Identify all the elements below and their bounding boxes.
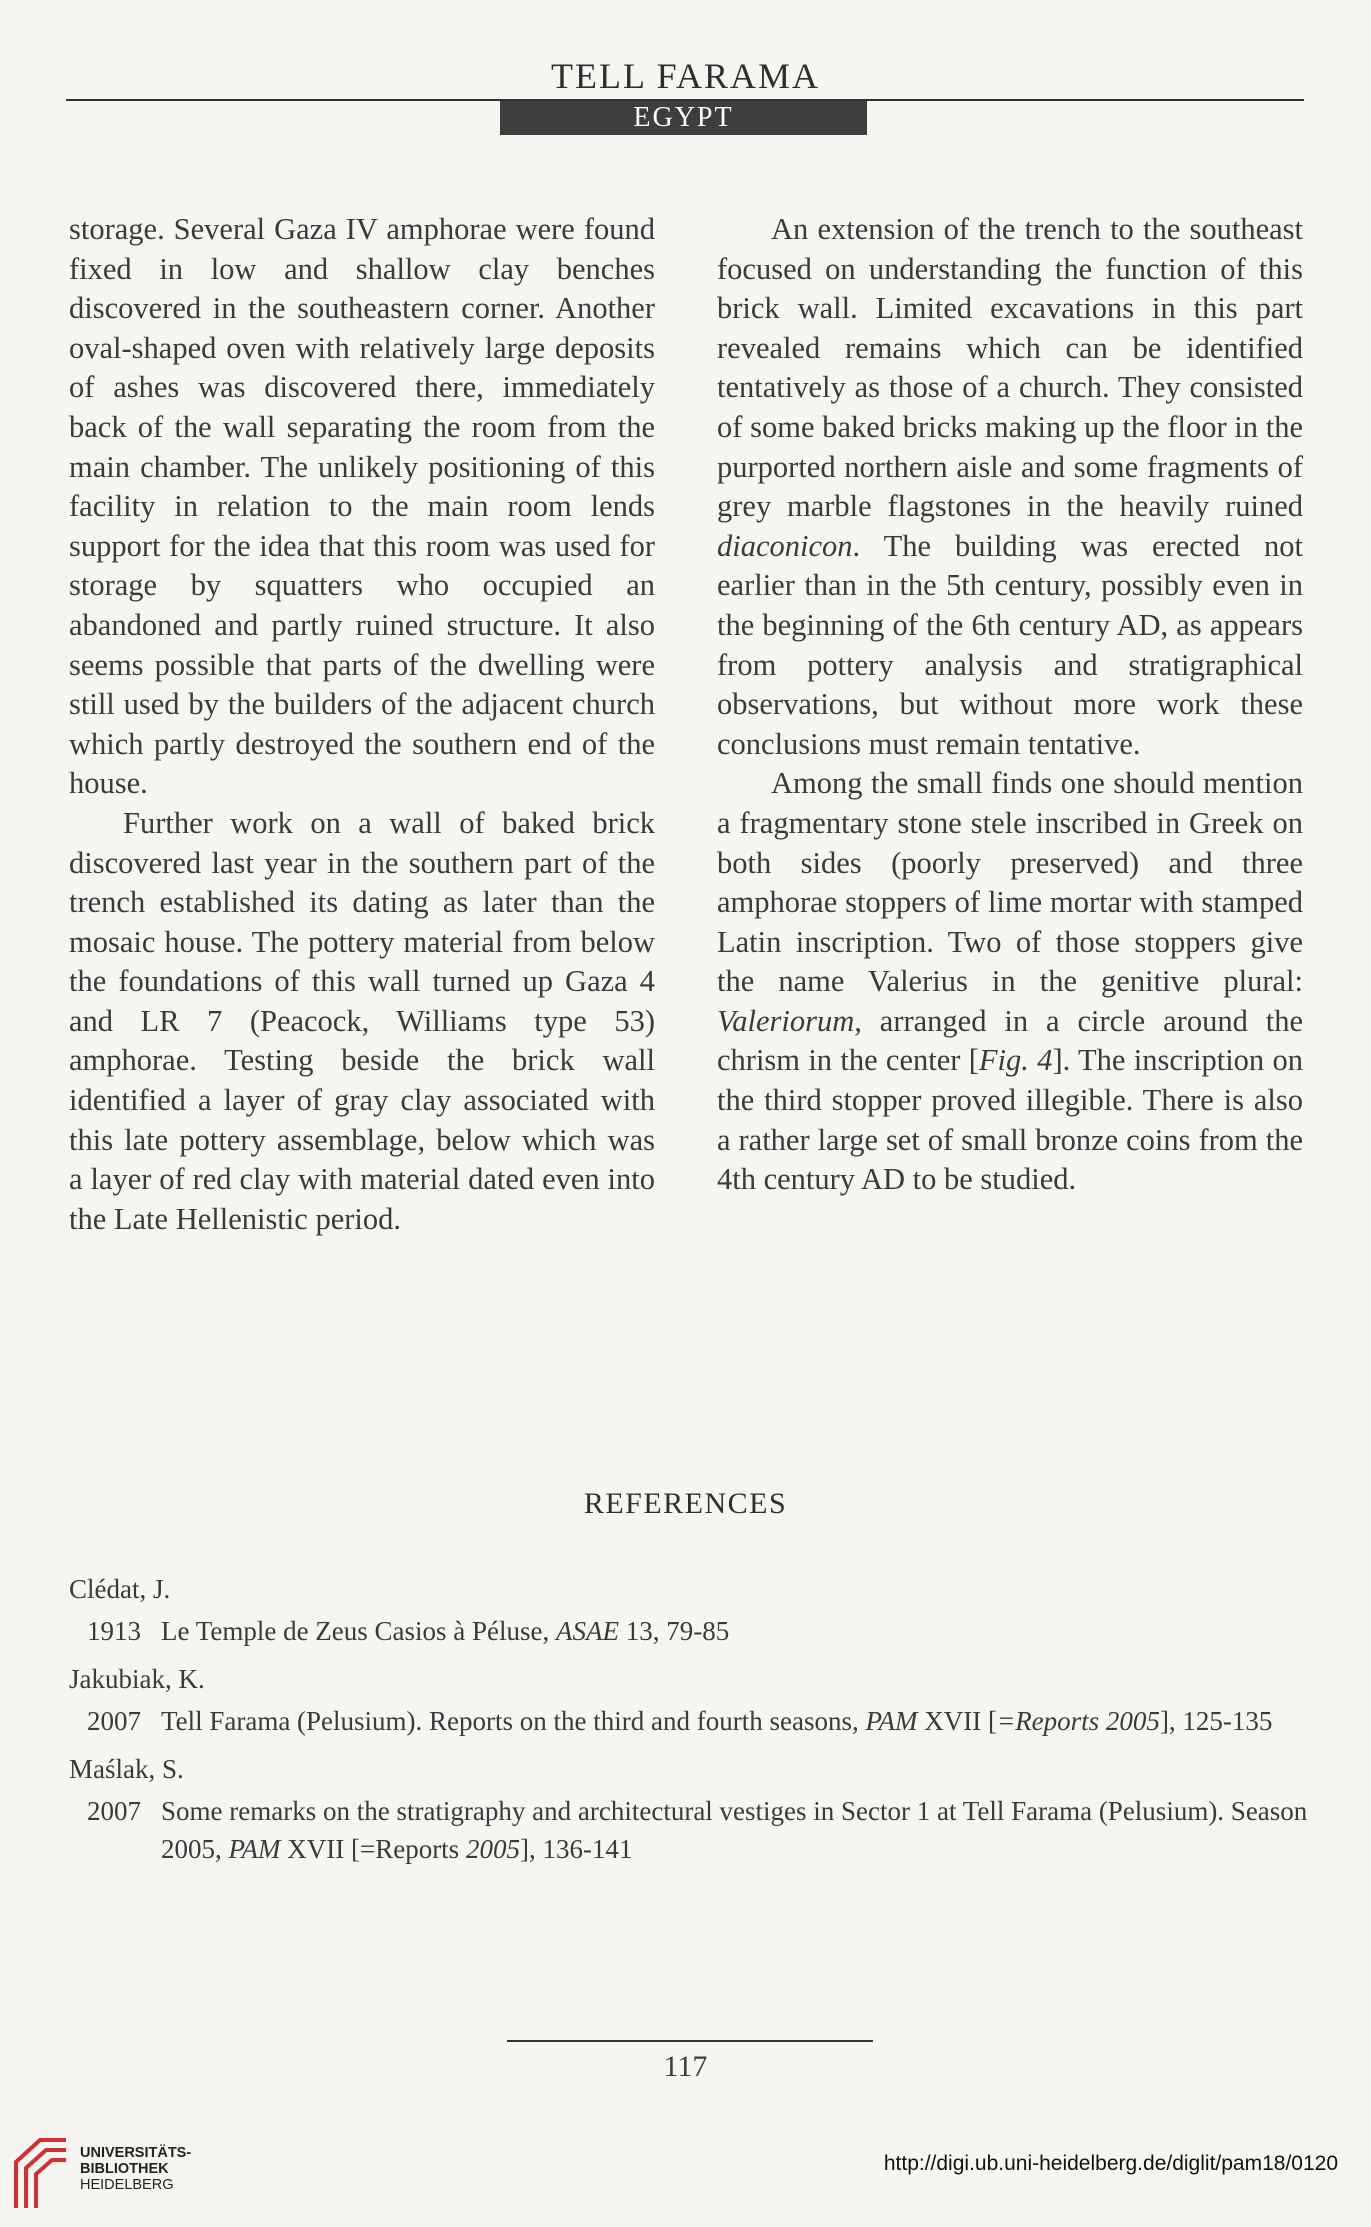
text-run: arranged in a circle around the chrism in the center [ — [717, 1003, 1303, 1078]
text-run: Tell Farama (Pelusium). Reports on the third and fourth seasons, — [161, 1706, 866, 1736]
reference-entry — [69, 1792, 1309, 1868]
right-column — [717, 210, 1303, 1200]
reference-year: 1913 — [87, 1616, 141, 1646]
text-run: XVII [ — [917, 1706, 997, 1736]
reference-text — [161, 1612, 1309, 1650]
library-name-line: HEIDELBERG — [80, 2177, 174, 2193]
library-name-line: BIBLIOTHEK — [80, 2161, 169, 2177]
library-logo-icon — [10, 2132, 74, 2212]
running-title: TELL FARAMA — [551, 56, 820, 96]
italic-term: =Reports 2005 — [996, 1706, 1160, 1736]
paragraph: Further work on a wall of baked brick discovered last year in the southern part of the trench established its dating as later than the mosaic house. The pottery material from below the foundations of this wall turned up Gaza 4 and LR 7 (Peacock, Williams type 53) amphorae. Testing beside the brick wall identified a layer of gray clay associated with this late pottery assemblage, below which was a layer of red clay with material dated even into the Late Hellenistic period. — [69, 805, 655, 1236]
reference-year: 2007 — [87, 1796, 141, 1826]
reference-year: 2007 — [87, 1706, 141, 1736]
references-list — [69, 1570, 1309, 1878]
reference-entry — [69, 1702, 1309, 1740]
reference-author: Jakubiak, K. — [69, 1664, 205, 1694]
paragraph: storage. Several Gaza IV amphorae were found fixed in low and shallow clay benches discovered in the southeastern corner. Another oval-shaped oven with relatively large deposits of ashes was discovered there, immediately back of the wall separating the room from the main chamber. The unlikely positioning of this facility in relation to the main room lends support for the idea that this room was used for storage by squatters who occupied an abandoned and partly ruined structure. It also seems possible that parts of the dwelling were still used by the builders of the adjacent church which partly destroyed the southern end of the house. — [69, 212, 655, 801]
reference-entry — [69, 1612, 1309, 1650]
text-run: ], 125-135 — [1159, 1706, 1273, 1736]
italic-term: diaconicon — [717, 528, 853, 563]
text-run: . The building was erected not earlier than in the 5th century, possibly even in the beginning of the 6th century AD, as appears from pottery analysis and stratigraphical observations, but without more work these conclusions must remain tentative. — [717, 528, 1303, 761]
italic-term: Valeriorum, — [717, 1003, 862, 1038]
library-name-line: UNIVERSITÄTS- — [80, 2145, 192, 2161]
journal-title: PAM — [228, 1834, 281, 1864]
text-run: An extension of the trench to the southeast focused on understanding the function of this brick wall. Limited excavations in this part revealed remains which can be identified tentatively as those of a church. They consisted of some baked bricks making up the floor in the purported northern aisle and some fragments of grey marble flagstones in the heavily ruined — [717, 212, 1303, 524]
page-number: 117 — [663, 2050, 708, 2083]
reference-text — [161, 1792, 1309, 1868]
text-run: 13, 79-85 — [619, 1616, 730, 1646]
reference-text — [161, 1702, 1309, 1740]
library-name — [80, 2145, 191, 2193]
section-label: EGYPT — [500, 101, 867, 135]
source-url-link[interactable]: http://digi.ub.uni-heidelberg.de/diglit/pam18/0120 — [883, 2152, 1338, 2175]
text-run: XVII [=Reports — [280, 1834, 466, 1864]
page-number-rule — [507, 2040, 873, 2042]
reference-author: Maślak, S. — [69, 1754, 184, 1784]
italic-term: 2005 — [465, 1834, 520, 1864]
text-run: Le Temple de Zeus Casios à Péluse, — [161, 1616, 557, 1646]
text-run: Among the small finds one should mention a fragmentary stone stele inscribed in Greek on both sides (poorly preserved) and three amphorae stoppers of lime mortar with stamped Latin inscription. Two of those stoppers give the name Valerius in the genitive plural: — [717, 766, 1303, 999]
journal-title: PAM — [865, 1706, 918, 1736]
journal-title: ASAE — [556, 1616, 620, 1646]
reference-author: Clédat, J. — [69, 1574, 171, 1604]
references-heading: REFERENCES — [583, 1487, 788, 1520]
paragraph — [717, 764, 1303, 1200]
text-run: ], 136-141 — [519, 1834, 633, 1864]
figure-reference: Fig. 4 — [978, 1043, 1053, 1078]
paragraph — [717, 210, 1303, 764]
text-run: Some remarks on the stratigraphy and architectural vestiges in Sector 1 at Tell Farama (Pelusium). Season 2005, — [161, 1796, 1308, 1864]
text-run: ]. The inscription on the third stopper proved illegible. There is also a rather large set of small bronze coins from the 4th century AD to be studied. — [717, 1043, 1303, 1197]
left-column — [69, 210, 655, 1239]
